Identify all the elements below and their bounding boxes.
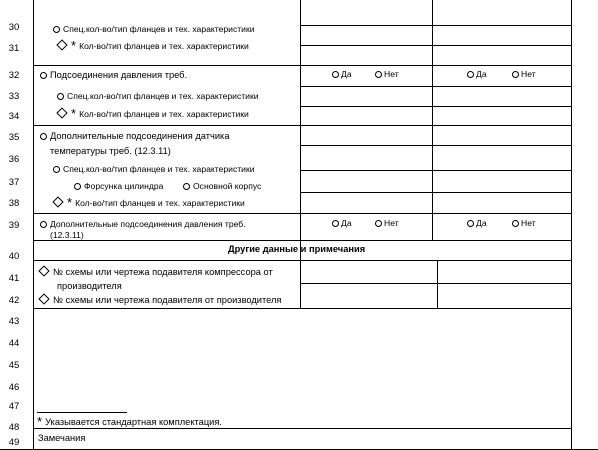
no-label: Нет — [521, 69, 536, 79]
no-checkbox-right[interactable] — [512, 218, 536, 228]
temp-sensor-label: Дополнительные подсоединения датчика — [50, 131, 230, 141]
yes-label: Да — [341, 218, 352, 228]
rule — [33, 260, 571, 261]
row-number: 47 — [8, 401, 20, 412]
temp-sensor-label-cont: температуры треб. (12.3.11) — [50, 146, 171, 156]
flange-spec-option[interactable] — [53, 23, 255, 35]
main-body-option[interactable] — [183, 180, 261, 192]
compressor-suppressor-label-cont: производителя — [57, 281, 122, 291]
yes-label: Да — [341, 69, 352, 79]
yes-checkbox-left[interactable] — [332, 69, 352, 79]
row-number: 40 — [8, 251, 20, 262]
rule — [33, 240, 571, 241]
compressor-suppressor-label: № схемы или чертежа подавителя компрессора от — [53, 267, 273, 277]
diamond-icon — [38, 265, 49, 276]
row-number: 43 — [8, 316, 20, 327]
diamond-icon — [52, 196, 63, 207]
rule — [300, 0, 301, 260]
rule — [300, 170, 571, 171]
rule — [300, 192, 571, 193]
row-number: 46 — [8, 382, 20, 393]
row-number: 41 — [8, 273, 20, 284]
row-number: 48 — [8, 422, 20, 433]
rule — [300, 45, 571, 46]
rule — [437, 260, 438, 308]
diamond-icon — [56, 39, 67, 50]
flange-qty-label: Кол-во/тип фланцев и тех. характеристики — [75, 198, 245, 208]
flange-qty-field — [52, 197, 245, 209]
flange-spec-option[interactable] — [53, 163, 255, 175]
row-number: 36 — [8, 154, 20, 165]
row-number: 42 — [8, 295, 20, 306]
footnote-text: Указывается стандартная комплектация. — [45, 417, 222, 427]
yes-checkbox-left[interactable] — [332, 218, 352, 228]
cylinder-nozzle-option[interactable] — [74, 180, 163, 192]
no-checkbox-left[interactable] — [375, 69, 399, 79]
row-number: 37 — [8, 177, 20, 188]
footnote — [37, 416, 222, 428]
section-heading: Другие данные и примечания — [228, 244, 366, 254]
radio-button[interactable] — [467, 71, 474, 78]
row-number: 49 — [8, 437, 20, 448]
flange-qty-label: Кол-во/тип фланцев и тех. характеристики — [79, 109, 249, 119]
remarks-label: Замечания — [38, 433, 86, 443]
cylinder-nozzle-label: Форсунка цилиндра — [84, 181, 164, 191]
diamond-icon — [56, 107, 67, 118]
radio-button[interactable] — [332, 71, 339, 78]
rule — [33, 308, 571, 309]
suppressor-drawing-label: № схемы или чертежа подавителя от производителя — [53, 295, 282, 305]
radio-button[interactable] — [512, 71, 519, 78]
rule — [300, 86, 571, 87]
star-mark: * — [71, 38, 77, 53]
row-number: 34 — [8, 111, 20, 122]
diamond-icon — [38, 293, 49, 304]
rule — [432, 0, 433, 240]
row-number: 32 — [8, 70, 20, 81]
row-number: 33 — [8, 91, 20, 102]
radio-button[interactable] — [53, 26, 60, 33]
no-checkbox-left[interactable] — [375, 218, 399, 228]
radio-button[interactable] — [375, 220, 382, 227]
radio-button[interactable] — [40, 133, 47, 140]
radio-button[interactable] — [53, 166, 60, 173]
rule — [571, 0, 572, 450]
pressure-connections-option[interactable] — [40, 69, 187, 81]
row-number: 38 — [8, 198, 20, 209]
radio-button[interactable] — [57, 93, 64, 100]
flange-spec-label: Спец.кол-во/тип фланцев и тех. характеристики — [63, 164, 255, 174]
compressor-suppressor-drawing-field — [40, 266, 273, 278]
row-number: 45 — [8, 360, 20, 371]
rule — [33, 428, 571, 429]
row-number: 35 — [8, 132, 20, 143]
rule — [33, 65, 571, 66]
star-mark: * — [71, 106, 77, 121]
suppressor-drawing-field — [40, 294, 281, 306]
radio-button[interactable] — [512, 220, 519, 227]
radio-button[interactable] — [183, 183, 190, 190]
footnote-rule — [37, 412, 127, 413]
flange-qty-field — [56, 40, 249, 52]
no-label: Нет — [384, 69, 399, 79]
rule — [33, 0, 34, 450]
yes-label: Да — [476, 69, 487, 79]
rule — [300, 145, 571, 146]
rule — [33, 125, 571, 126]
yes-checkbox-right[interactable] — [467, 69, 487, 79]
rule — [33, 213, 571, 214]
flange-spec-option[interactable] — [57, 90, 259, 102]
star-mark: * — [37, 414, 43, 429]
temp-sensor-connections-option[interactable] — [40, 130, 230, 142]
no-checkbox-right[interactable] — [512, 69, 536, 79]
extra-pressure-label-cont: (12.3.11) — [50, 230, 84, 240]
flange-spec-label: Спец.кол-во/тип фланцев и тех. характеристики — [63, 24, 255, 34]
flange-qty-field — [56, 108, 249, 120]
main-body-label: Основной корпус — [193, 181, 262, 191]
yes-label: Да — [476, 218, 487, 228]
radio-button[interactable] — [40, 72, 47, 79]
radio-button[interactable] — [375, 71, 382, 78]
radio-button[interactable] — [40, 221, 47, 228]
flange-spec-label: Спец.кол-во/тип фланцев и тех. характеристики — [67, 91, 259, 101]
yes-checkbox-right[interactable] — [467, 218, 487, 228]
rule — [300, 25, 571, 26]
row-number: 30 — [8, 22, 20, 33]
flange-qty-label: Кол-во/тип фланцев и тех. характеристики — [79, 41, 249, 51]
extra-pressure-label: Дополнительные подсоединения давления треб. — [50, 219, 246, 229]
row-number: 31 — [8, 43, 20, 54]
pressure-connections-label: Подсоединения давления треб. — [50, 70, 188, 80]
no-label: Нет — [384, 218, 399, 228]
rule — [300, 260, 301, 308]
radio-button[interactable] — [74, 183, 81, 190]
rule — [300, 283, 571, 284]
radio-button[interactable] — [332, 220, 339, 227]
radio-button[interactable] — [467, 220, 474, 227]
rule — [300, 106, 571, 107]
row-number: 44 — [8, 338, 20, 349]
row-number: 39 — [8, 220, 20, 231]
no-label: Нет — [521, 218, 536, 228]
star-mark: * — [67, 195, 73, 210]
